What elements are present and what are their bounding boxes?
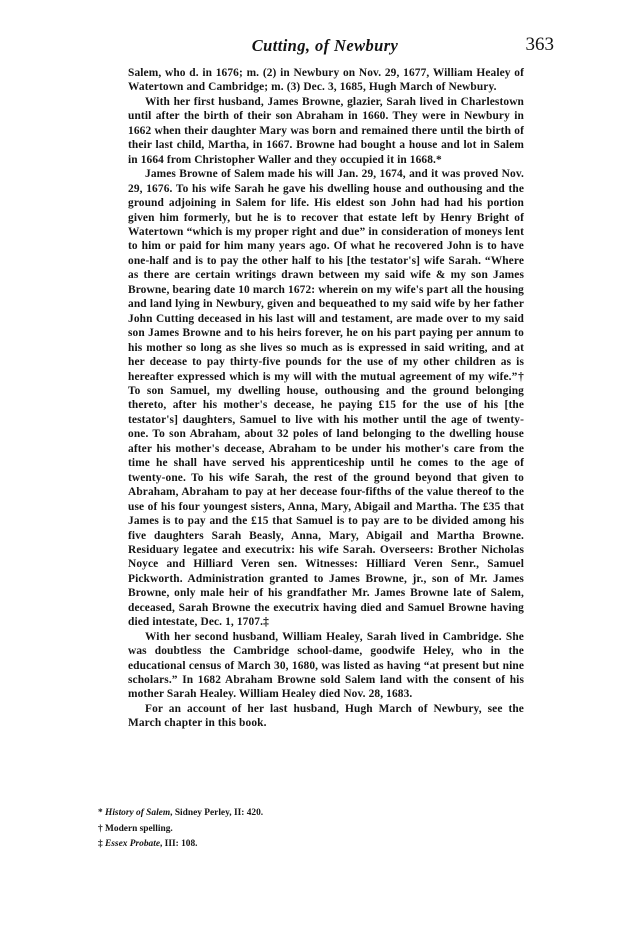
- footnote-marker: *: [98, 808, 103, 818]
- paragraph: James Browne of Salem made his will Jan. 29, 1674, and it was proved Nov. 29, 1676. To his wife Sarah he gave his dwelling house and outhousing and the ground adjoining in Salem for life. His eldest son John had had his portion given him formerly, but he is to recover that estate left by Henry Bright of Watertown “which is my proper right and due” in consideration of moneys lent to him or paid for him many years ago. Of what he recovered John is to have one-half and is to pay the other half to his [the testator's] wife Sarah. “Where as there are certain writings drawn between my said wife & my son James Browne, bearing date 10 march 1672: wherein on my wife's part all the housing and land lying in Newbury, given and bequeathed to my said wife by her father John Cutting deceased in his last will and testament, are made over to my said son James Browne and to his heirs forever, he on his part paying per annum to his mother so long as she lives so much as is expressed in said writing, and at her decease to pay thirty-five pounds for the use of my other children as is hereafter expressed which is my will with the mutual agreement of my wife.”† To son Samuel, my dwelling house, outhousing and the ground belonging thereto, after his mother's decease, he paying £15 for the use of his [the testator's] daughters, Samuel to live with his mother until the age of twenty-one. To son Abraham, about 32 poles of land belonging to the dwelling house after his mother's decease, Abraham to be under his mother's care from the time he shall have served his apprenticeship until he comes to the age of twenty-one. To his wife Sarah, the rest of the ground beyond that given to Abraham, Abraham to pay at her decease four-fifths of the value thereof to the use of his four youngest sisters, Anna, Mary, Abigail and Martha. The £35 that James is to pay and the £15 that Samuel is to pay are to be divided among his five daughters Sarah Beasly, Anna, Mary, Abigail and Martha Browne. Residuary legatee and executrix: his wife Sarah. Overseers: Brother Nicholas Noyce and Hilliard Veren sen. Witnesses: Hilliard Veren Senr., Samuel Pickworth. Administration granted to James Browne, jr., son of Mr. James Browne, only male heir of his grandfather Mr. James Browne late of Salem, deceased, Sarah Browne the executrix having died and Samuel Browne having died intestate, Dec. 1, 1707.‡: [128, 168, 524, 629]
- paragraph: With her second husband, William Healey, Sarah lived in Cambridge. She was doubtless the Cambridge school-dame, goodwife Heley, who in the educational census of March 30, 1680, was listed as having “at present but nine scholars.” In 1682 Abraham Browne sold Salem land with the consent of his mother Sarah Healey. William Healey died Nov. 28, 1683.: [128, 630, 524, 701]
- footnote: [98, 837, 518, 853]
- footnote-text: Modern spelling.: [105, 823, 173, 834]
- footnote: [98, 806, 518, 822]
- page-number: 363: [525, 34, 554, 55]
- body-text-column: [128, 66, 524, 731]
- paragraph: Salem, who d. in 1676; m. (2) in Newbury on Nov. 29, 1677, William Healey of Watertown and Cambridge; m. (3) Dec. 3, 1685, Hugh March of Newbury.: [128, 67, 524, 94]
- footnote: [98, 822, 518, 838]
- footnote-source-title: History of Salem: [105, 808, 171, 818]
- footnote-source-title: Essex Probate: [105, 839, 160, 850]
- running-head: [96, 36, 554, 62]
- footnote-marker: ‡: [98, 839, 103, 850]
- page-title: Cutting, of Newbury: [251, 36, 399, 55]
- footnote-block: [98, 806, 518, 853]
- footnote-text: , III: 108.: [159, 839, 198, 850]
- footnote-marker: †: [98, 823, 103, 834]
- paragraph: With her first husband, James Browne, glazier, Sarah lived in Charlestown until after the birth of their son Abraham in 1660. They were in Newbury in 1662 when their daughter Mary was born and remained there until the birth of their last child, Martha, in 1667. Browne had bought a house and lot in Salem in 1664 from Christopher Waller and they occupied it in 1668.*: [128, 95, 524, 166]
- paragraph: For an account of her last husband, Hugh March of Newbury, see the March chapter in this book.: [128, 702, 524, 730]
- footnote-text: , Sidney Perley, II: 420.: [170, 808, 264, 818]
